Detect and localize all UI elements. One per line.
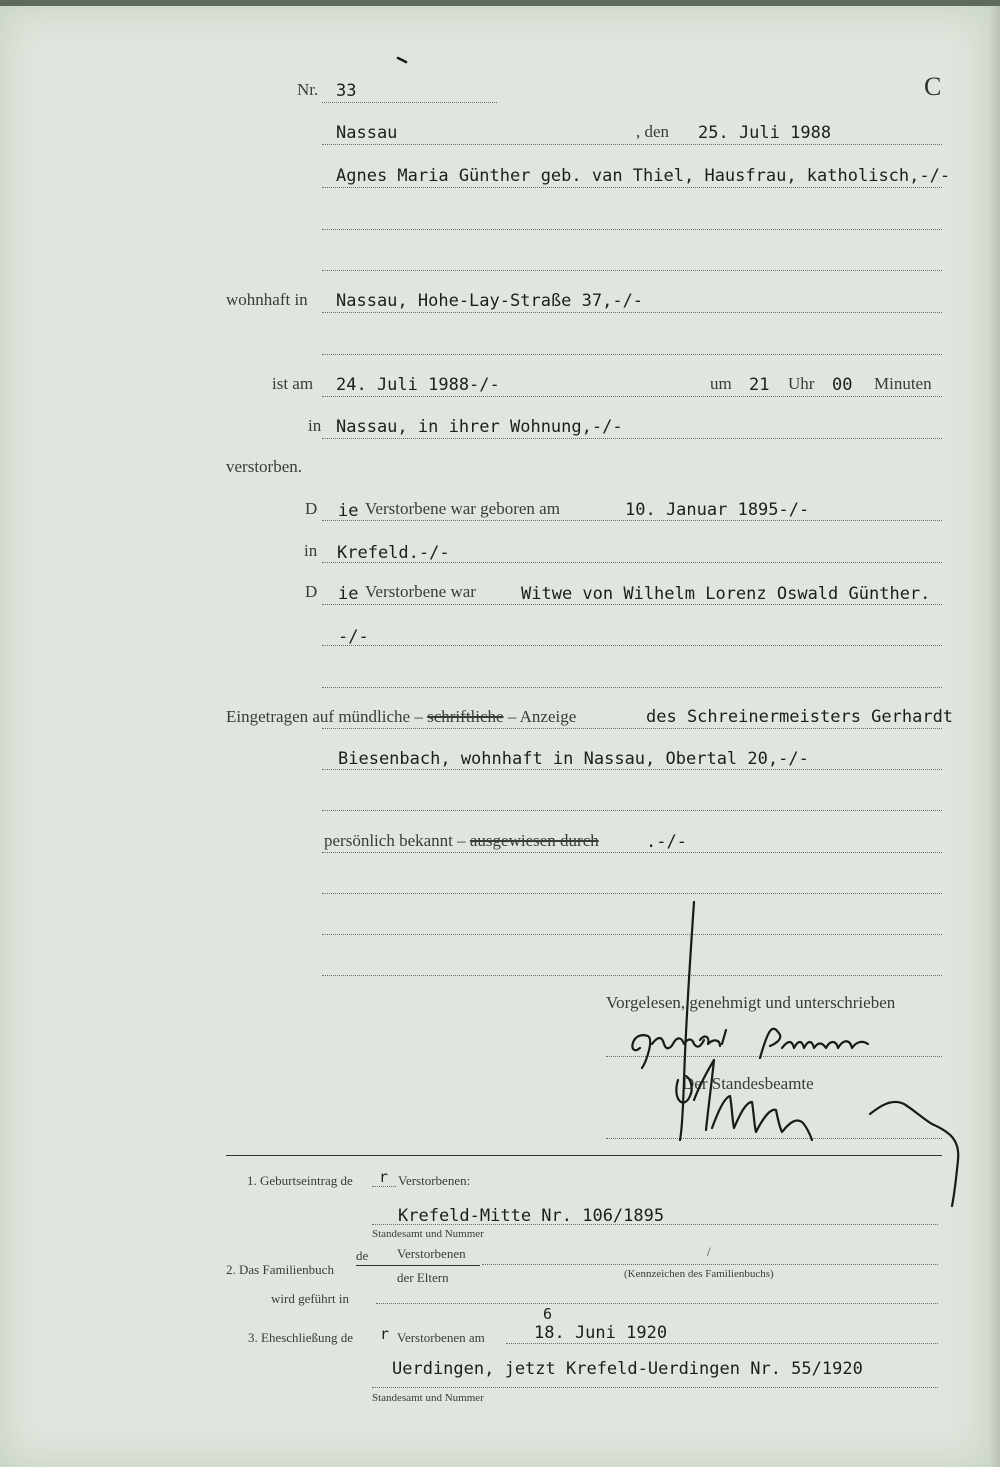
item1-value: Krefeld-Mitte Nr. 106/1895 xyxy=(398,1206,665,1226)
den-label: , den xyxy=(636,122,670,141)
item3-label: 3. Eheschließung de xyxy=(248,1330,354,1345)
birth-text: Verstorbene war geboren am xyxy=(365,499,560,518)
informant-line1: des Schreinermeisters Gerhardt xyxy=(646,707,954,727)
item2-label-b: wird geführt in xyxy=(271,1291,349,1306)
item2-fraction-rule xyxy=(356,1265,480,1266)
item3-label-b: Verstorbenen am xyxy=(397,1330,485,1345)
known-value: .-/- xyxy=(646,832,687,852)
date-value: 25. Juli 1988 xyxy=(698,123,832,143)
item3-line xyxy=(506,1343,938,1344)
verstorben-label: verstorben. xyxy=(226,457,303,476)
registration-label-struck: schriftliche xyxy=(427,707,504,726)
birth-d-label: D xyxy=(305,499,318,518)
ist-am-label: ist am xyxy=(272,374,314,393)
death-date: 24. Juli 1988-/- xyxy=(336,375,500,395)
nr-label: Nr. xyxy=(297,80,319,99)
birth-date: 10. Januar 1895-/- xyxy=(625,500,810,520)
item2-de: de xyxy=(356,1248,369,1263)
item3-date: 18. Juni 1920 xyxy=(534,1323,668,1343)
item1-label: 1. Geburtseintrag de xyxy=(247,1173,353,1188)
status-d-label: D xyxy=(305,582,318,601)
item1-line xyxy=(372,1224,938,1225)
corner-letter: C xyxy=(924,72,942,101)
place-value: Nassau xyxy=(336,123,398,143)
death-place: Nassau, in ihrer Wohnung,-/- xyxy=(336,417,623,437)
death-in-label: in xyxy=(308,416,322,435)
registration-label-b: – Anzeige xyxy=(507,707,577,726)
informant-line2: Biesenbach, wohnhaft in Nassau, Obertal 20,-/- xyxy=(338,749,809,769)
item1-label-b: Verstorbenen: xyxy=(398,1173,471,1188)
nr-value: 33 xyxy=(336,81,357,101)
status-continuation: -/- xyxy=(338,627,369,647)
item3-suffix: r xyxy=(380,1325,390,1343)
read-label: Vorgelesen, genehmigt und unterschrieben xyxy=(606,993,896,1012)
person-line1: Agnes Maria Günther geb. van Thiel, Hausfrau, katholisch,-/- xyxy=(336,166,951,186)
wohnhaft-label: wohnhaft in xyxy=(226,290,308,309)
item1-suffix-line xyxy=(372,1186,396,1187)
item1-caption: Standesamt und Nummer xyxy=(372,1228,484,1240)
birth-place: Krefeld.-/- xyxy=(337,543,450,563)
item3-caption: Standesamt und Nummer xyxy=(372,1392,484,1404)
item2-option-a: Verstorbenen xyxy=(397,1246,466,1261)
item2-label: 2. Das Familienbuch xyxy=(226,1262,334,1277)
footer-rule xyxy=(226,1155,942,1156)
status-value: Witwe von Wilhelm Lorenz Oswald Günther. xyxy=(521,584,931,604)
birth-in-label: in xyxy=(304,541,318,560)
um-label: um xyxy=(710,374,732,393)
known-struck: ausgewiesen durch xyxy=(469,831,599,850)
death-minutes: 00 xyxy=(832,375,853,395)
item3-place-line xyxy=(372,1387,938,1388)
wohnhaft-value: Nassau, Hohe-Lay-Straße 37,-/- xyxy=(336,291,644,311)
item2-caption: (Kennzeichen des Familienbuchs) xyxy=(624,1268,774,1280)
item1-suffix: r xyxy=(379,1168,389,1186)
official-label: Der Standesbeamte xyxy=(682,1074,814,1093)
item2-line xyxy=(482,1264,938,1265)
death-hour: 21 xyxy=(749,375,770,395)
minuten-label: Minuten xyxy=(874,374,932,393)
known-label-a: persönlich bekannt – xyxy=(324,831,466,850)
item2-option-b: der Eltern xyxy=(397,1270,449,1285)
item2-line-b xyxy=(376,1303,938,1304)
birth-prefix: ie xyxy=(338,501,359,521)
item3-place: Uerdingen, jetzt Krefeld-Uerdingen Nr. 55/1920 xyxy=(392,1359,863,1379)
item3-correction: 6 xyxy=(543,1305,553,1323)
status-prefix: ie xyxy=(338,584,359,604)
status-text: Verstorbene war xyxy=(365,582,476,601)
registration-label-a: Eingetragen auf mündliche – xyxy=(226,707,423,726)
item2-slash: / xyxy=(707,1244,711,1259)
uhr-label: Uhr xyxy=(788,374,815,393)
